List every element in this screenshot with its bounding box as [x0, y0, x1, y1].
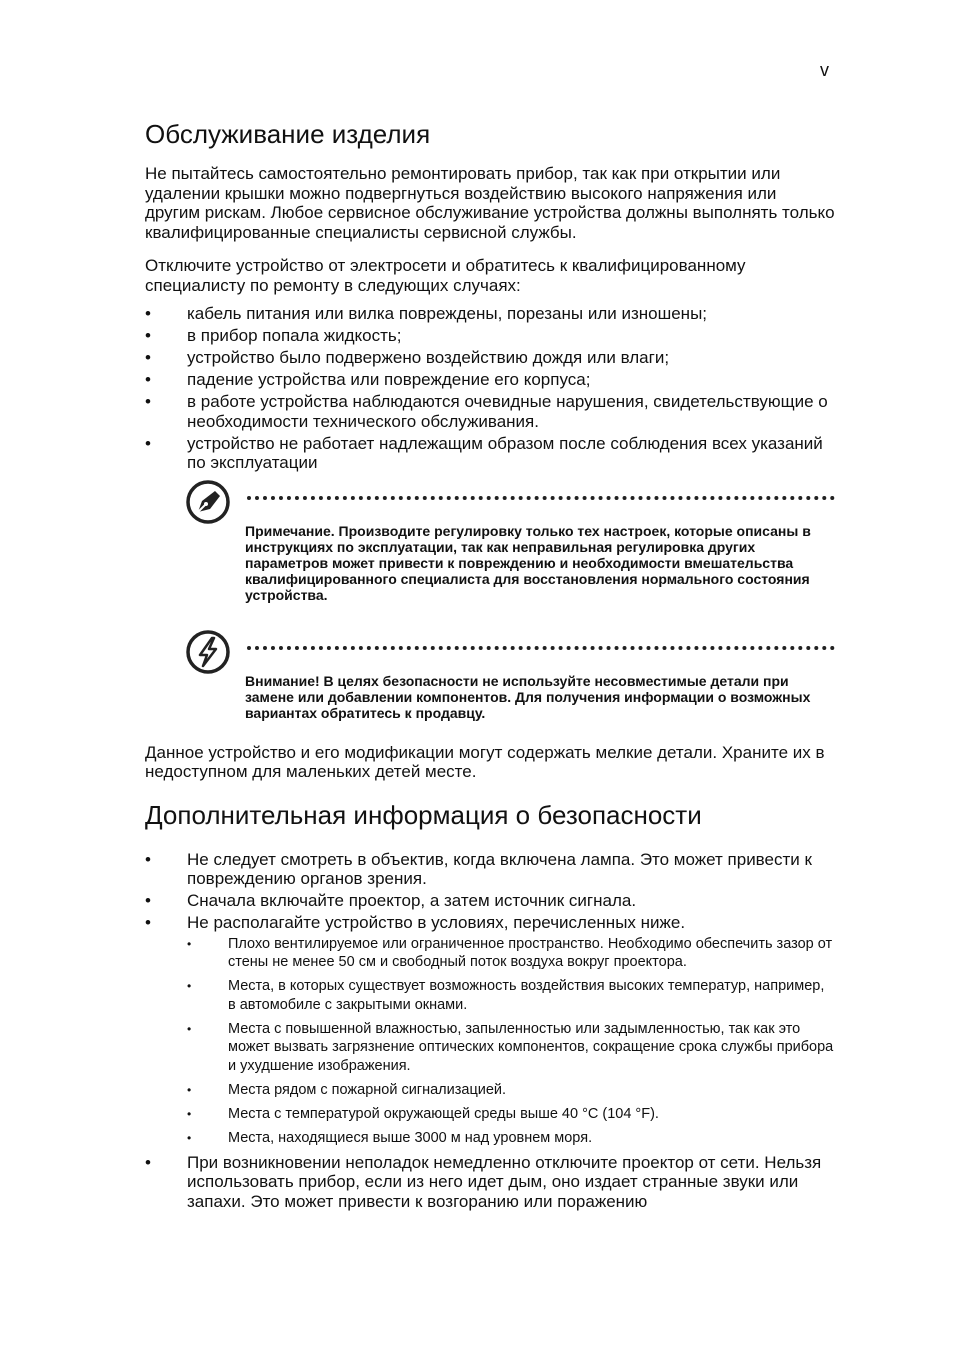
conditions-sublist	[187, 935, 835, 1148]
sublist-item: • Места, в которых существует возможность воздействия высоких температур, например, в автомобиле с закрытыми окнами.	[187, 978, 825, 1013]
note-pen-icon	[185, 479, 231, 525]
safety-list	[145, 850, 835, 1212]
paragraph-repair-warning: Не пытайтесь самостоятельно ремонтировать прибор, так как при открытии или удалении крышки можно подвергнуться воздействию высокого напряжения или другим рискам. Любое сервисное обслуживание устройства должны выполнять только квалифицированные специалисты сервисной службы.	[145, 164, 835, 242]
service-cases-list	[145, 304, 835, 473]
paragraph-disconnect: Отключите устройство от электросети и обратитесь к квалифицированному специалисту по ремонту в следующих случаях:	[145, 256, 746, 295]
paragraph-small-parts: Данное устройство и его модификации могут содержать мелкие детали. Храните их в недоступном для маленьких детей месте.	[145, 742, 825, 781]
warning-lightning-icon	[185, 629, 231, 675]
list-item: • При возникновении неполадок немедленно отключите проектор от сети. Нельзя использовать прибор, если из него идет дым, оно издает странные звуки или запахи. Это может привести к возгоранию или поражению	[145, 1152, 822, 1211]
section-title-maintenance: Обслуживание изделия	[145, 119, 431, 149]
list-item: • Сначала включайте проектор, а затем источник сигнала.	[145, 891, 637, 910]
warning-text: Внимание! В целях безопасности не используйте несовместимые детали при замене или добавлении компонентов. Для получения информации о возможных вариантах обратитесь к продавцу.	[245, 672, 811, 721]
note-text: Примечание. Производите регулировку только тех настроек, которые описаны в инструкциях по эксплуатации, так как неправильная регулировка других параметров может привести к повреждению и необходимости вмешательства квалифицированного специалиста для восстановления нормального состояния устройства.	[245, 522, 811, 603]
list-item: • Не следует смотреть в объектив, когда включена лампа. Это может привести к повреждению органов зрения.	[145, 849, 812, 888]
section-title-safety: Дополнительная информация о безопасности	[145, 799, 702, 830]
list-item: • устройство не работает надлежащим образом после соблюдения всех указаний по эксплуатации	[145, 433, 823, 472]
list-item: • в прибор попала жидкость;	[145, 326, 402, 345]
page-number: v	[820, 60, 829, 80]
list-item: • падение устройства или повреждение его корпуса;	[145, 370, 591, 389]
dotted-divider	[247, 646, 835, 650]
warning-box	[185, 629, 835, 743]
page-content	[145, 118, 835, 1214]
list-item: • устройство было подвержено воздействию дождя или влаги;	[145, 348, 670, 367]
sublist-item: • Места рядом с пожарной сигнализацией.	[187, 1081, 507, 1098]
dotted-divider	[247, 496, 835, 500]
sublist-item: • Плохо вентилируемое или ограниченное пространство. Необходимо обеспечить зазор от стены не менее 50 см и свободный поток воздуха вокруг проектора.	[187, 935, 833, 970]
list-item: • кабель питания или вилка повреждены, порезаны или изношены;	[145, 304, 708, 323]
sublist-item: • Места, находящиеся выше 3000 м над уровнем моря.	[187, 1129, 593, 1146]
list-item: • Не располагайте устройство в условиях, перечисленных ниже. • Плохо вентилируемое или ограниченное пространство. Необходимо обеспечить зазор от стены не менее 50 см и свободный поток воздуха вокруг проектора. • Места, в которых существует возможность воздействия высоких температур, например, в автомобиле с закрытыми окнами. • Места с повышенной влажностью, запыленностью или задымленностью, так как это может вызвать загрязнение оптических компонентов, сокращение срока службы прибора и ухудшение изображения. • Места рядом с пожарной сигнализацией. • Места с температурой окружающей среды выше 40 °C (104 °F). • Места, находящиеся выше 3000 м над уровнем моря.	[145, 913, 834, 1146]
sublist-item: • Места с повышенной влажностью, запыленностью или задымленностью, так как это может вызвать загрязнение оптических компонентов, сокращение срока службы прибора и ухудшение изображения.	[187, 1020, 834, 1074]
note-box	[185, 479, 835, 629]
sublist-item: • Места с температурой окружающей среды выше 40 °C (104 °F).	[187, 1105, 659, 1122]
list-item: • в работе устройства наблюдаются очевидные нарушения, свидетельствующие о необходимости технического обслуживания.	[145, 392, 828, 431]
